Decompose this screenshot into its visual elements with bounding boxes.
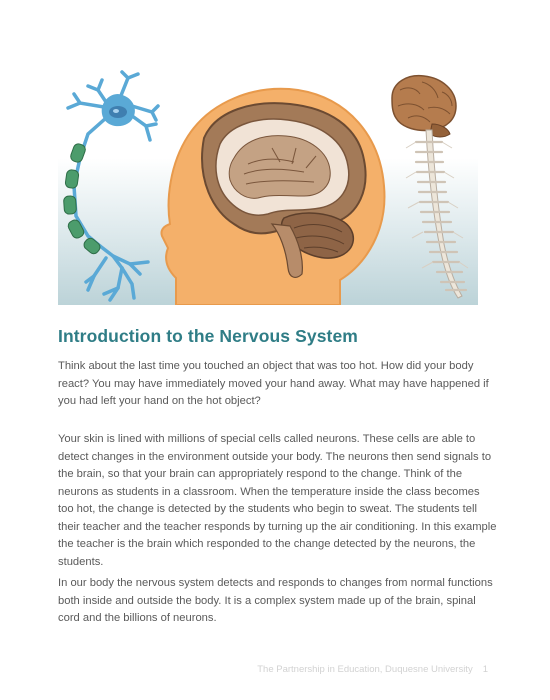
paragraph-nervous-system: In our body the nervous system detects and responds to changes from normal functions both inside and outside the body. It is a complex system made up of the brain, spinal cord and the billions of neurons. bbox=[58, 577, 493, 624]
brain-spinal-cord-icon bbox=[392, 76, 468, 298]
page-number: 1 bbox=[482, 664, 488, 675]
neuron-icon bbox=[63, 72, 158, 300]
paragraph-intro: Think about the last time you touched an object that was too hot. How did your body react? You may have immediately moved your hand away. What may have happened if you had left your hand on the hot object? bbox=[58, 360, 489, 407]
paragraph-neurons: Your skin is lined with millions of special cells called neurons. These cells are able to detect changes in the environment outside your body. The neurons then send signals to the brain, so that your brain can appropriately respond to the change. Think of the neurons as students in a classroom. When the temperature inside the class becomes too hot, the change is detected by the students who begin to sweat. The students tell their teacher and the teacher responds by turning up the air conditioning. In this example the teacher is the brain which responded to the change detected by the neurons, the students. bbox=[58, 433, 497, 568]
footer-text: The Partnership in Education, Duquesne University bbox=[257, 664, 473, 675]
hero-illustration bbox=[58, 68, 478, 305]
head-brain-icon bbox=[161, 89, 384, 305]
page-title: Introduction to the Nervous System bbox=[58, 326, 358, 346]
hero-svg bbox=[58, 68, 478, 305]
page-footer bbox=[257, 664, 488, 675]
